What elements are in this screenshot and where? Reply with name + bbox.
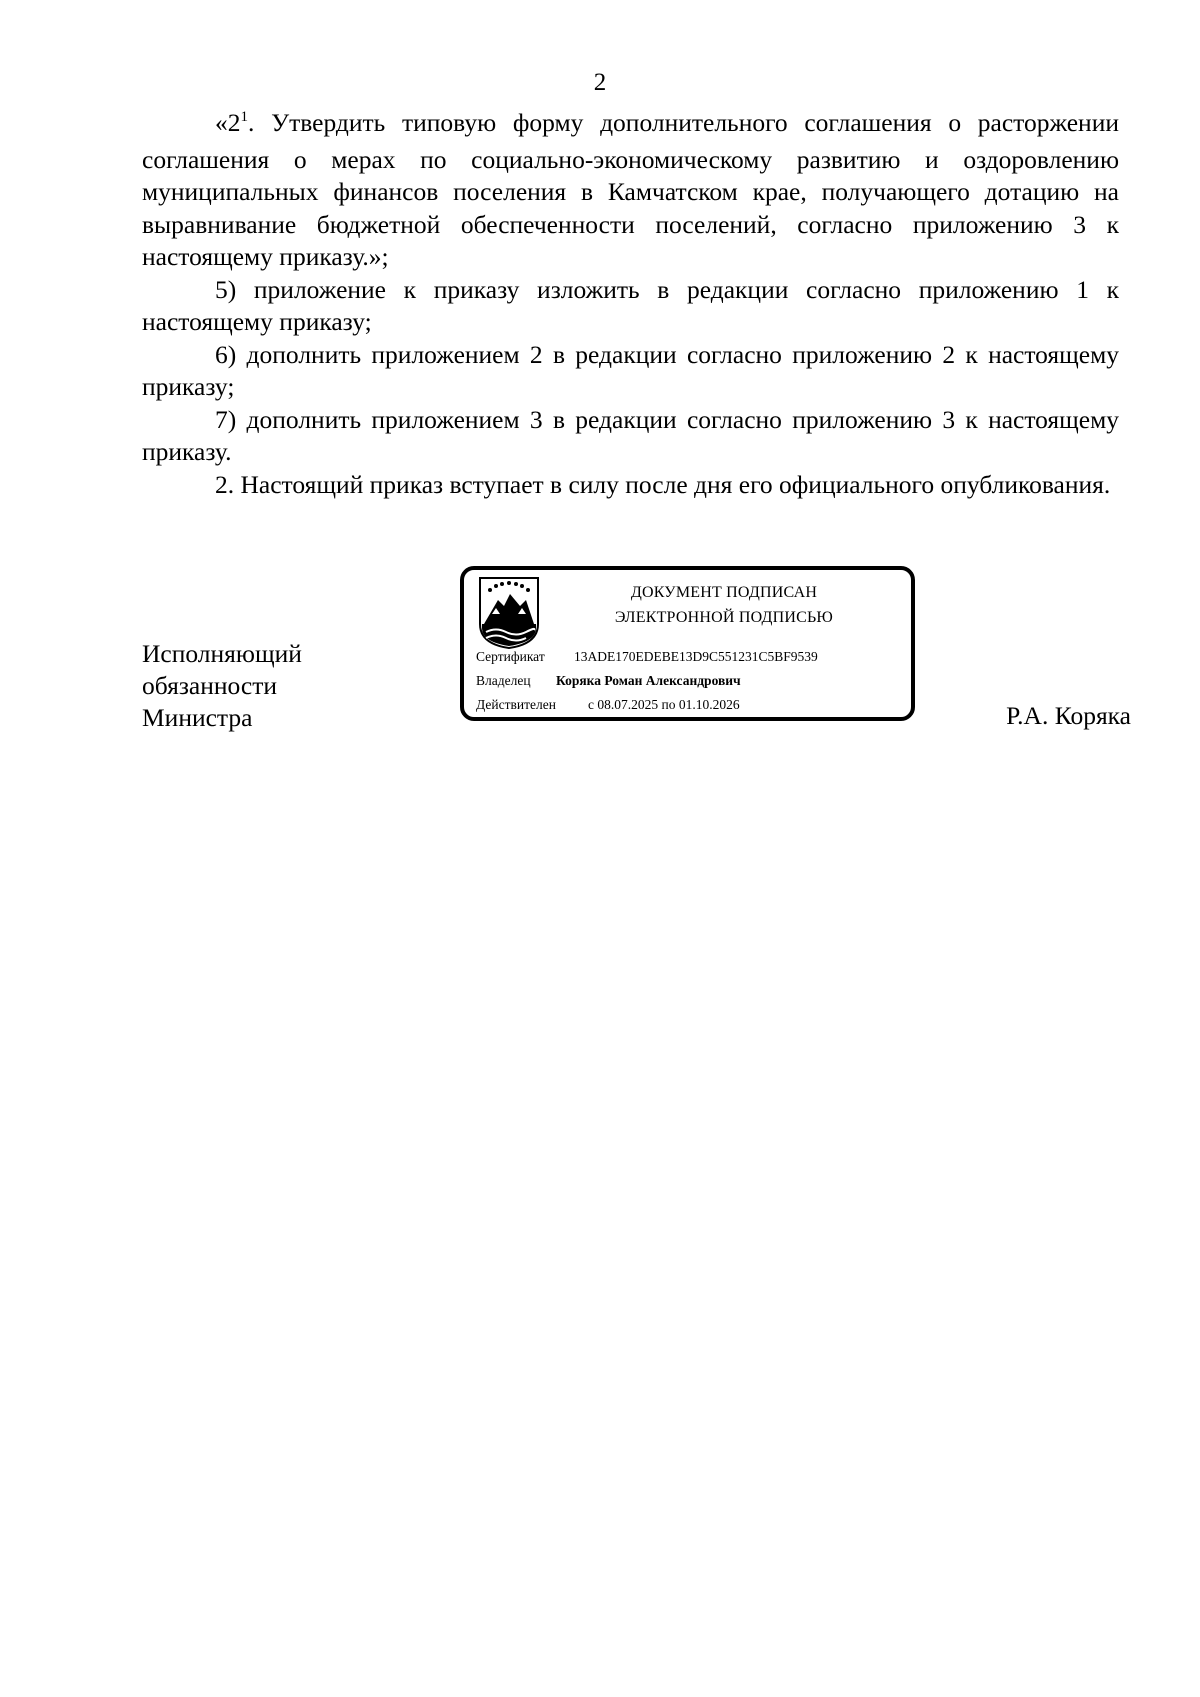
stamp-certificate-row [476, 648, 818, 666]
stamp-heading-line: ДОКУМЕНТ ПОДПИСАН [630, 584, 818, 601]
signer-title [142, 638, 302, 734]
signer-title-line: Исполняющий [142, 639, 302, 668]
validity-value: с 08.07.2025 по 01.10.2026 [588, 697, 740, 712]
stamp-heading [554, 580, 894, 630]
paragraph-effective-date: 2. Настоящий приказ вступает в силу после дня его официального опубликования. [215, 469, 1111, 499]
paragraph-prefix: «2 [215, 108, 241, 137]
paragraph-item-7: 7) дополнить приложением 3 в редакции согласно приложению 3 к настоящему приказу. [142, 404, 1119, 466]
paragraph-text: . Утвердить типовую форму дополнительного соглашения о расторжении соглашения о мерах по социально-экономическому развитию и оздоровлению муниципальных финансов поселения в Камчатском крае, получающего дотацию на выравнивание бюджетной обеспеченности поселений, согласно приложению 3 к настоящему приказу.»; [142, 108, 1119, 271]
signer-name: Р.А. Коряка [1006, 701, 1131, 730]
stamp-heading-line: ЭЛЕКТРОННОЙ ПОДПИСЬЮ [614, 609, 834, 626]
electronic-signature-stamp [460, 566, 915, 721]
owner-value: Коряка Роман Александрович [556, 673, 741, 688]
stamp-validity-row [476, 696, 740, 714]
paragraph-item-5: 5) приложение к приказу изложить в редакции согласно приложению 1 к настоящему приказу; [142, 274, 1119, 336]
certificate-value: 13ADE170EDEBE13D9C551231C5BF9539 [574, 649, 818, 664]
certificate-label: Сертификат [476, 649, 545, 664]
document-body [142, 107, 1119, 501]
owner-label: Владелец [476, 673, 531, 688]
paragraph-item-6: 6) дополнить приложением 2 в редакции согласно приложению 2 к настоящему приказу; [142, 339, 1119, 401]
signer-title-line: обязанности [142, 671, 277, 700]
paragraph-approve-form [142, 107, 1119, 274]
validity-label: Действителен [476, 697, 556, 712]
signer-title-line: Министра [142, 703, 253, 732]
stamp-owner-row [476, 672, 741, 690]
page-number: 2 [593, 69, 607, 96]
kamchatka-coat-of-arms-icon [476, 574, 542, 650]
superscript-index: 1 [240, 109, 248, 125]
